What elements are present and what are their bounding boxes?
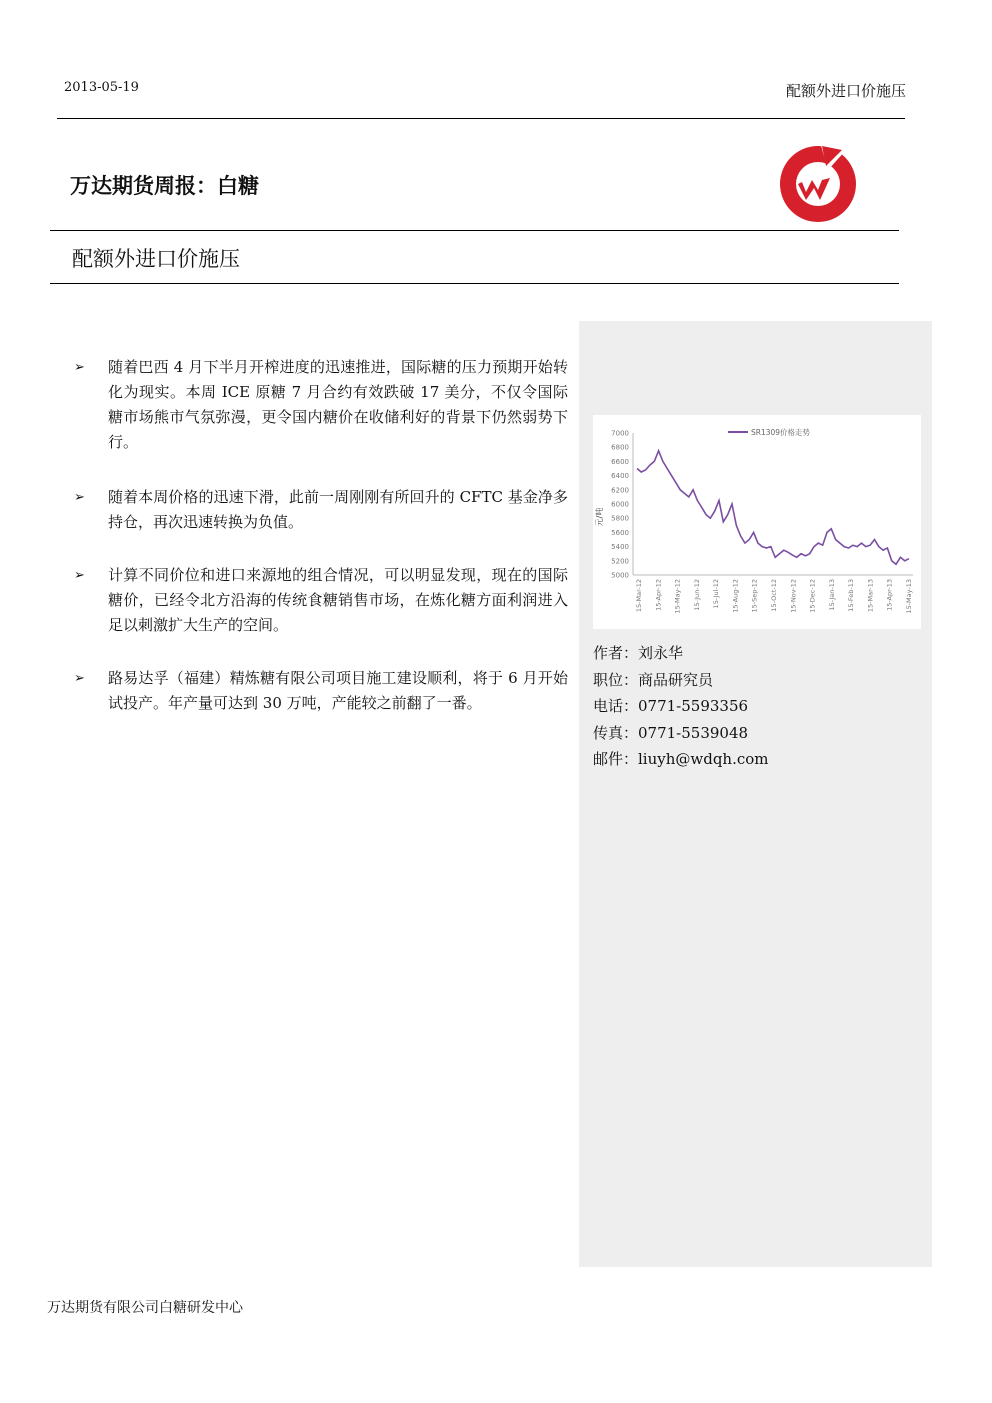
y-tick-label: 7000 xyxy=(611,429,629,438)
x-tick-label: 15-Aug-12 xyxy=(731,579,740,613)
x-tick-label: 15-Jun-12 xyxy=(692,579,701,611)
arrow-bullet-icon: ➢ xyxy=(74,568,85,583)
author-position: 职位：商品研究员 xyxy=(593,670,714,689)
y-tick-label: 6400 xyxy=(611,472,629,481)
x-tick-label: 15-Dec-12 xyxy=(808,579,817,613)
legend-label: SR1309价格走势 xyxy=(751,428,811,437)
author-email: 邮件：liuyh@wdqh.com xyxy=(593,750,769,768)
subtitle-rule xyxy=(50,283,899,284)
price-chart xyxy=(593,415,921,629)
y-tick-label: 6000 xyxy=(611,500,629,509)
x-tick-label: 15-May-13 xyxy=(905,579,913,614)
report-title: 万达期货周报：白糖 xyxy=(70,174,259,198)
wanda-logo xyxy=(776,140,860,224)
y-axis-label: 元/吨 xyxy=(595,507,604,527)
author-info xyxy=(593,640,769,773)
footer-text: 万达期货有限公司白糖研发中心 xyxy=(47,1300,243,1316)
y-tick-label: 5600 xyxy=(611,528,629,537)
bullet-text: 随着本周价格的迅速下滑，此前一周刚刚有所回升的 CFTC 基金净多持仓，再次迅速转换为负值。 xyxy=(108,488,568,531)
arrow-bullet-icon: ➢ xyxy=(74,490,85,505)
x-tick-label: 15-Apr-13 xyxy=(885,579,894,611)
report-subtitle: 配额外进口价施压 xyxy=(72,247,240,271)
bullet-text: 计算不同价位和进口来源地的组合情况，可以明显发现，现在的国际糖价，已经令北方沿海的传统食糖销售市场，在炼化糖方面利润进入足以刺激扩大生产的空间。 xyxy=(108,566,568,634)
y-tick-label: 5200 xyxy=(611,557,629,566)
x-tick-label: 15-Apr-12 xyxy=(654,579,663,611)
x-tick-label: 15-Nov-12 xyxy=(789,579,798,613)
price-chart-svg xyxy=(593,415,921,629)
y-tick-label: 6200 xyxy=(611,486,629,495)
x-tick-label: 15-Jul-12 xyxy=(712,579,721,609)
series-line xyxy=(637,451,909,565)
x-tick-label: 15-Sep-12 xyxy=(750,579,759,613)
bullet-item xyxy=(74,355,568,455)
title-rule xyxy=(50,230,899,231)
x-tick-label: 15-Oct-12 xyxy=(770,579,778,612)
author-fax: 传真：0771-5539048 xyxy=(593,723,749,742)
bullet-item xyxy=(74,485,568,535)
bullet-item xyxy=(74,666,568,716)
x-tick-label: 15-Jan-13 xyxy=(827,579,836,611)
arrow-bullet-icon: ➢ xyxy=(74,671,85,686)
header-title: 配额外进口价施压 xyxy=(785,82,906,100)
y-tick-label: 6600 xyxy=(611,457,629,466)
bullet-item xyxy=(74,563,568,638)
x-tick-label: 15-Mar-13 xyxy=(866,579,875,613)
x-tick-label: 15-Mar-12 xyxy=(635,579,643,613)
bullet-text: 随着巴西 4 月下半月开榨进度的迅速推进，国际糖的压力预期开始转化为现实。本周 ICE 原糖 7 月合约有效跌破 17 美分，不仅令国际糖市场熊市气氛弥漫，更令国内糖价在收储利好的背景下仍然弱势下行。 xyxy=(108,358,568,451)
report-date: 2013-05-19 xyxy=(64,80,139,95)
x-tick-label: 15-Feb-13 xyxy=(847,579,856,612)
y-tick-label: 5400 xyxy=(611,543,629,552)
author-phone: 电话：0771-5593356 xyxy=(593,697,749,715)
arrow-bullet-icon: ➢ xyxy=(74,360,85,375)
y-tick-label: 5000 xyxy=(611,571,629,580)
author-name: 作者：刘永华 xyxy=(593,644,684,662)
x-tick-label: 15-May-12 xyxy=(673,579,682,614)
bullet-text: 路易达孚（福建）精炼糖有限公司项目施工建设顺利，将于 6 月开始试投产。年产量可达到 30 万吨，产能较之前翻了一番。 xyxy=(108,669,568,712)
header-rule xyxy=(57,118,905,119)
y-tick-label: 5800 xyxy=(611,514,629,523)
y-tick-label: 6800 xyxy=(611,443,629,452)
